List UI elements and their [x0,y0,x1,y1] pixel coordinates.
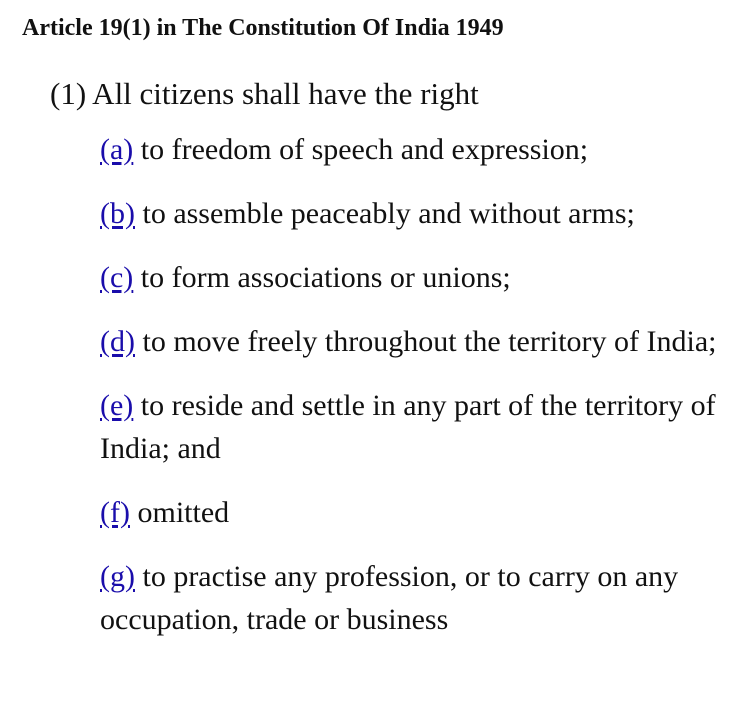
clause-e-link[interactable]: (e) [100,389,134,422]
clause-g [100,555,740,641]
clause-f [100,491,740,534]
clause-f-text: omitted [137,496,230,529]
clause-d [100,320,740,363]
clause-c [100,256,740,299]
clause-e-text: to reside and settle in any part of the territory of India; and [100,389,716,465]
clause-f-link[interactable]: (f) [100,496,130,529]
clause-c-link[interactable]: (c) [100,261,134,294]
article-intro: (1) All citizens shall have the right [50,76,479,111]
clause-g-link[interactable]: (g) [100,560,135,593]
clause-a-link[interactable]: (a) [100,133,134,166]
clause-b-text: to assemble peaceably and without arms; [142,197,635,230]
clause-g-text: to practise any profession, or to carry on any occupation, trade or business [100,560,679,636]
article-title: Article 19(1) in The Constitution Of India 1949 [22,15,504,41]
clause-a [100,128,740,171]
clause-list [100,128,740,662]
clause-c-text: to form associations or unions; [140,261,511,294]
clause-b-link[interactable]: (b) [100,197,135,230]
clause-e [100,384,740,470]
clause-a-text: to freedom of speech and expression; [140,133,589,166]
clause-d-link[interactable]: (d) [100,325,135,358]
clause-d-text: to move freely throughout the territory of India; [142,325,717,358]
clause-b [100,192,740,235]
